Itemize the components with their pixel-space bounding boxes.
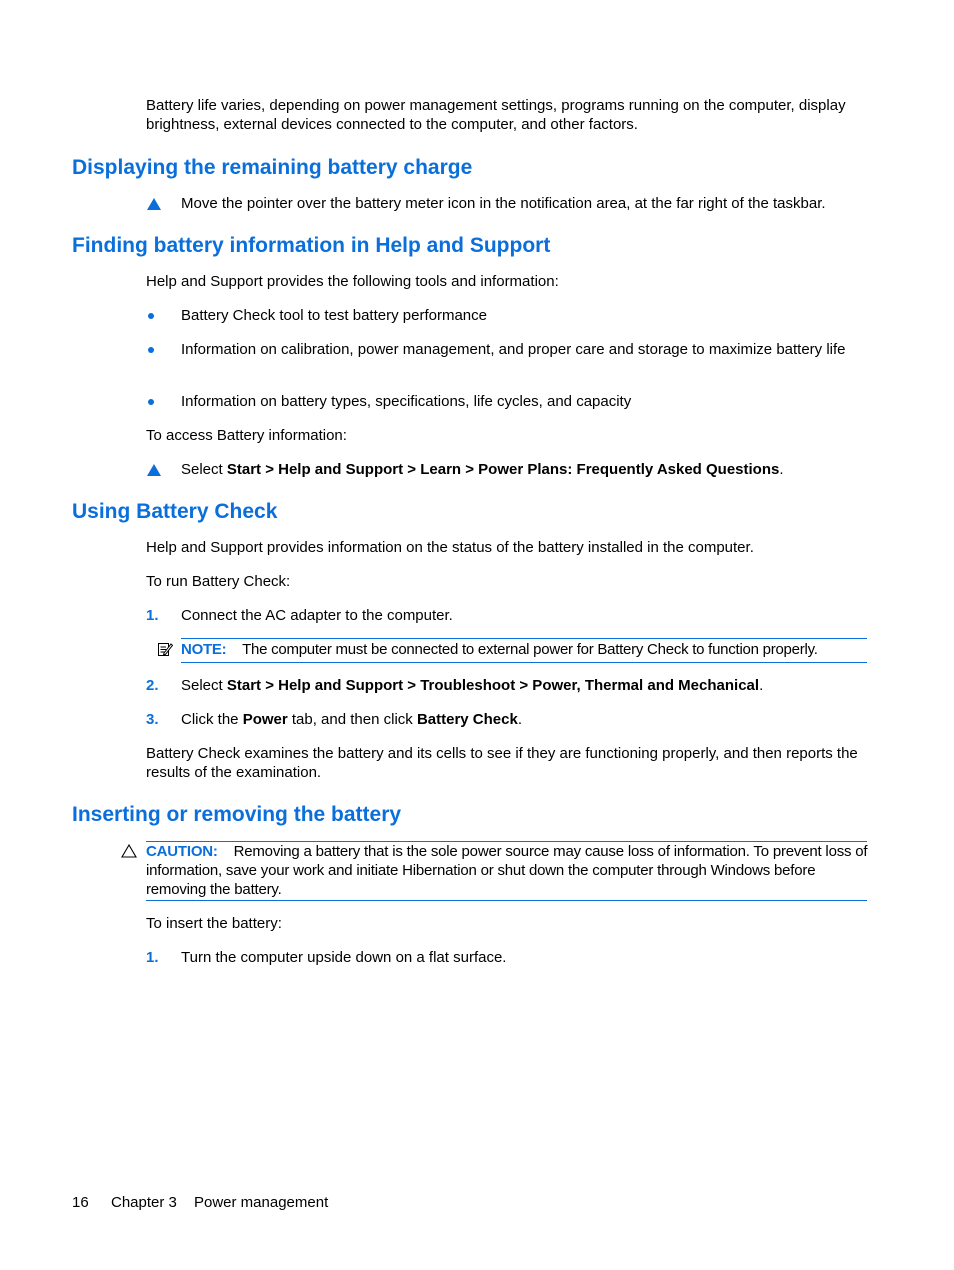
heading-finding-battery-info: Finding battery information in Help and Support [72, 234, 551, 257]
heading-displaying-battery-charge: Displaying the remaining battery charge [72, 156, 473, 179]
caution-icon [121, 844, 137, 858]
step-text: Turn the computer upside down on a flat surface. [181, 949, 507, 966]
step-text: Click the Power tab, and then click Battery Check. [181, 711, 523, 728]
list-item: Battery Check tool to test battery performance [181, 307, 487, 324]
section-paragraph: Battery Check examines the battery and its cells to see if they are functioning properly, and then reports the results of the examination. [146, 745, 858, 781]
step-text: Select Start > Help and Support > Troubleshoot > Power, Thermal and Mechanical. [181, 677, 764, 694]
footer-chapter: Chapter 3 [111, 1194, 177, 1211]
intro-paragraph: Battery life varies, depending on power management settings, programs running on the computer, display brightness, external devices connected to the computer, and other factors. [146, 97, 846, 133]
page-number: 16 [72, 1194, 89, 1211]
step-number: 2. [146, 677, 159, 694]
caution-text: CAUTION: Removing a battery that is the sole power source may cause loss of information. To prevent loss of information, save your work and initiate Hibernation or shut down the computer through Windows before removing the battery. [146, 843, 868, 898]
caution-label: CAUTION: [146, 843, 218, 860]
section-paragraph: To run Battery Check: [146, 573, 291, 590]
note-bottom-rule [181, 662, 867, 663]
step-number: 1. [146, 949, 159, 966]
triangle-step-icon [147, 198, 161, 210]
access-text: To access Battery information: [146, 427, 347, 444]
step-number: 3. [146, 711, 159, 728]
section-paragraph: Help and Support provides information on the status of the battery installed in the computer. [146, 539, 754, 556]
footer-title: Power management [194, 1194, 329, 1211]
note-text: NOTE: The computer must be connected to external power for Battery Check to function properly. [181, 641, 818, 658]
note-top-rule [181, 638, 867, 639]
heading-using-battery-check: Using Battery Check [72, 500, 278, 523]
step-text: Connect the AC adapter to the computer. [181, 607, 453, 624]
note-icon [157, 641, 173, 657]
heading-inserting-removing-battery: Inserting or removing the battery [72, 803, 402, 826]
caution-bottom-rule [146, 900, 867, 901]
section-lead: Help and Support provides the following tools and information: [146, 273, 559, 290]
note-label: NOTE: [181, 641, 227, 658]
triangle-step-icon [147, 464, 161, 476]
step-text: Move the pointer over the battery meter icon in the notification area, at the far right of the taskbar. [181, 195, 826, 212]
step-number: 1. [146, 607, 159, 624]
list-item: Information on battery types, specifications, life cycles, and capacity [181, 393, 632, 410]
section-paragraph: To insert the battery: [146, 915, 282, 932]
list-item: Information on calibration, power management, and proper care and storage to maximize battery life [181, 341, 846, 358]
bullet-icon [148, 313, 154, 319]
step-text: Select Start > Help and Support > Learn > Power Plans: Frequently Asked Questions. [181, 461, 784, 478]
bullet-icon [148, 347, 154, 353]
bullet-icon [148, 399, 154, 405]
